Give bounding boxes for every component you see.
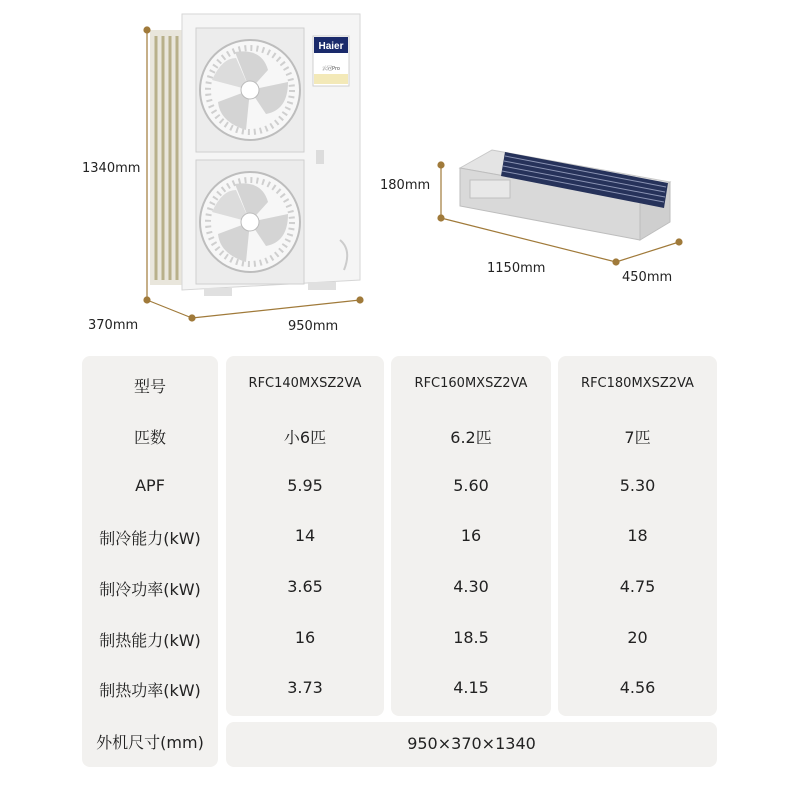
svg-text:Haier: Haier — [318, 41, 344, 52]
row-label-apf: APF — [135, 476, 165, 495]
model-name: RFC180MXSZ2VA — [581, 376, 694, 391]
heat-cap-value: 20 — [627, 628, 648, 647]
hp-value: 小6匹 — [283, 428, 327, 447]
heat-cap-value: 18.5 — [453, 628, 489, 647]
fan-bottom — [200, 172, 300, 272]
indoor-width-label: 1150mm — [487, 261, 546, 276]
indoor-unit-image — [430, 140, 690, 280]
row-label-cool-cap: 制冷能力(kW) — [99, 529, 201, 548]
cool-cap-value: 14 — [294, 526, 316, 545]
model-column-1 — [226, 356, 384, 716]
haier-logo — [313, 36, 349, 86]
svg-text:云冠Pro: 云冠Pro — [322, 66, 340, 72]
cool-pow-value: 3.65 — [287, 577, 323, 596]
row-label-model: 型号 — [133, 377, 166, 396]
outdoor-height-label: 1340mm — [82, 161, 141, 176]
row-label-hp: 匹数 — [133, 428, 166, 447]
row-labels-panel — [82, 356, 218, 767]
model-name: RFC160MXSZ2VA — [414, 376, 528, 391]
model-column-2 — [391, 356, 551, 716]
cool-cap-value: 16 — [460, 526, 482, 545]
outdoor-width-label: 950mm — [288, 319, 339, 334]
row-label-cool-pow: 制冷功率(kW) — [99, 580, 201, 599]
indoor-height-label: 180mm — [380, 178, 431, 193]
indoor-depth-label: 450mm — [622, 270, 673, 285]
cool-pow-value: 4.30 — [453, 577, 489, 596]
fan-top — [200, 40, 300, 140]
heat-pow-value: 3.73 — [287, 678, 323, 697]
heat-pow-value: 4.56 — [619, 678, 656, 697]
cool-pow-value: 4.75 — [619, 577, 656, 596]
apf-value: 5.30 — [619, 476, 656, 495]
row-label-outdoor-size: 外机尺寸(mm) — [96, 733, 204, 752]
apf-value: 5.95 — [287, 476, 323, 495]
model-name: RFC140MXSZ2VA — [248, 376, 362, 391]
row-label-heat-cap: 制热能力(kW) — [99, 631, 201, 650]
heat-pow-value: 4.15 — [453, 678, 489, 697]
outdoor-size-value: 950×370×1340 — [407, 734, 536, 753]
heat-cap-value: 16 — [294, 628, 316, 647]
outdoor-size-row — [226, 722, 717, 767]
outdoor-depth-label: 370mm — [88, 318, 139, 333]
cool-cap-value: 18 — [627, 526, 648, 545]
row-label-heat-pow: 制热功率(kW) — [99, 681, 201, 700]
hp-value: 6.2匹 — [450, 428, 492, 447]
apf-value: 5.60 — [453, 476, 489, 495]
hp-value: 7匹 — [624, 428, 651, 447]
model-column-3 — [558, 356, 717, 716]
